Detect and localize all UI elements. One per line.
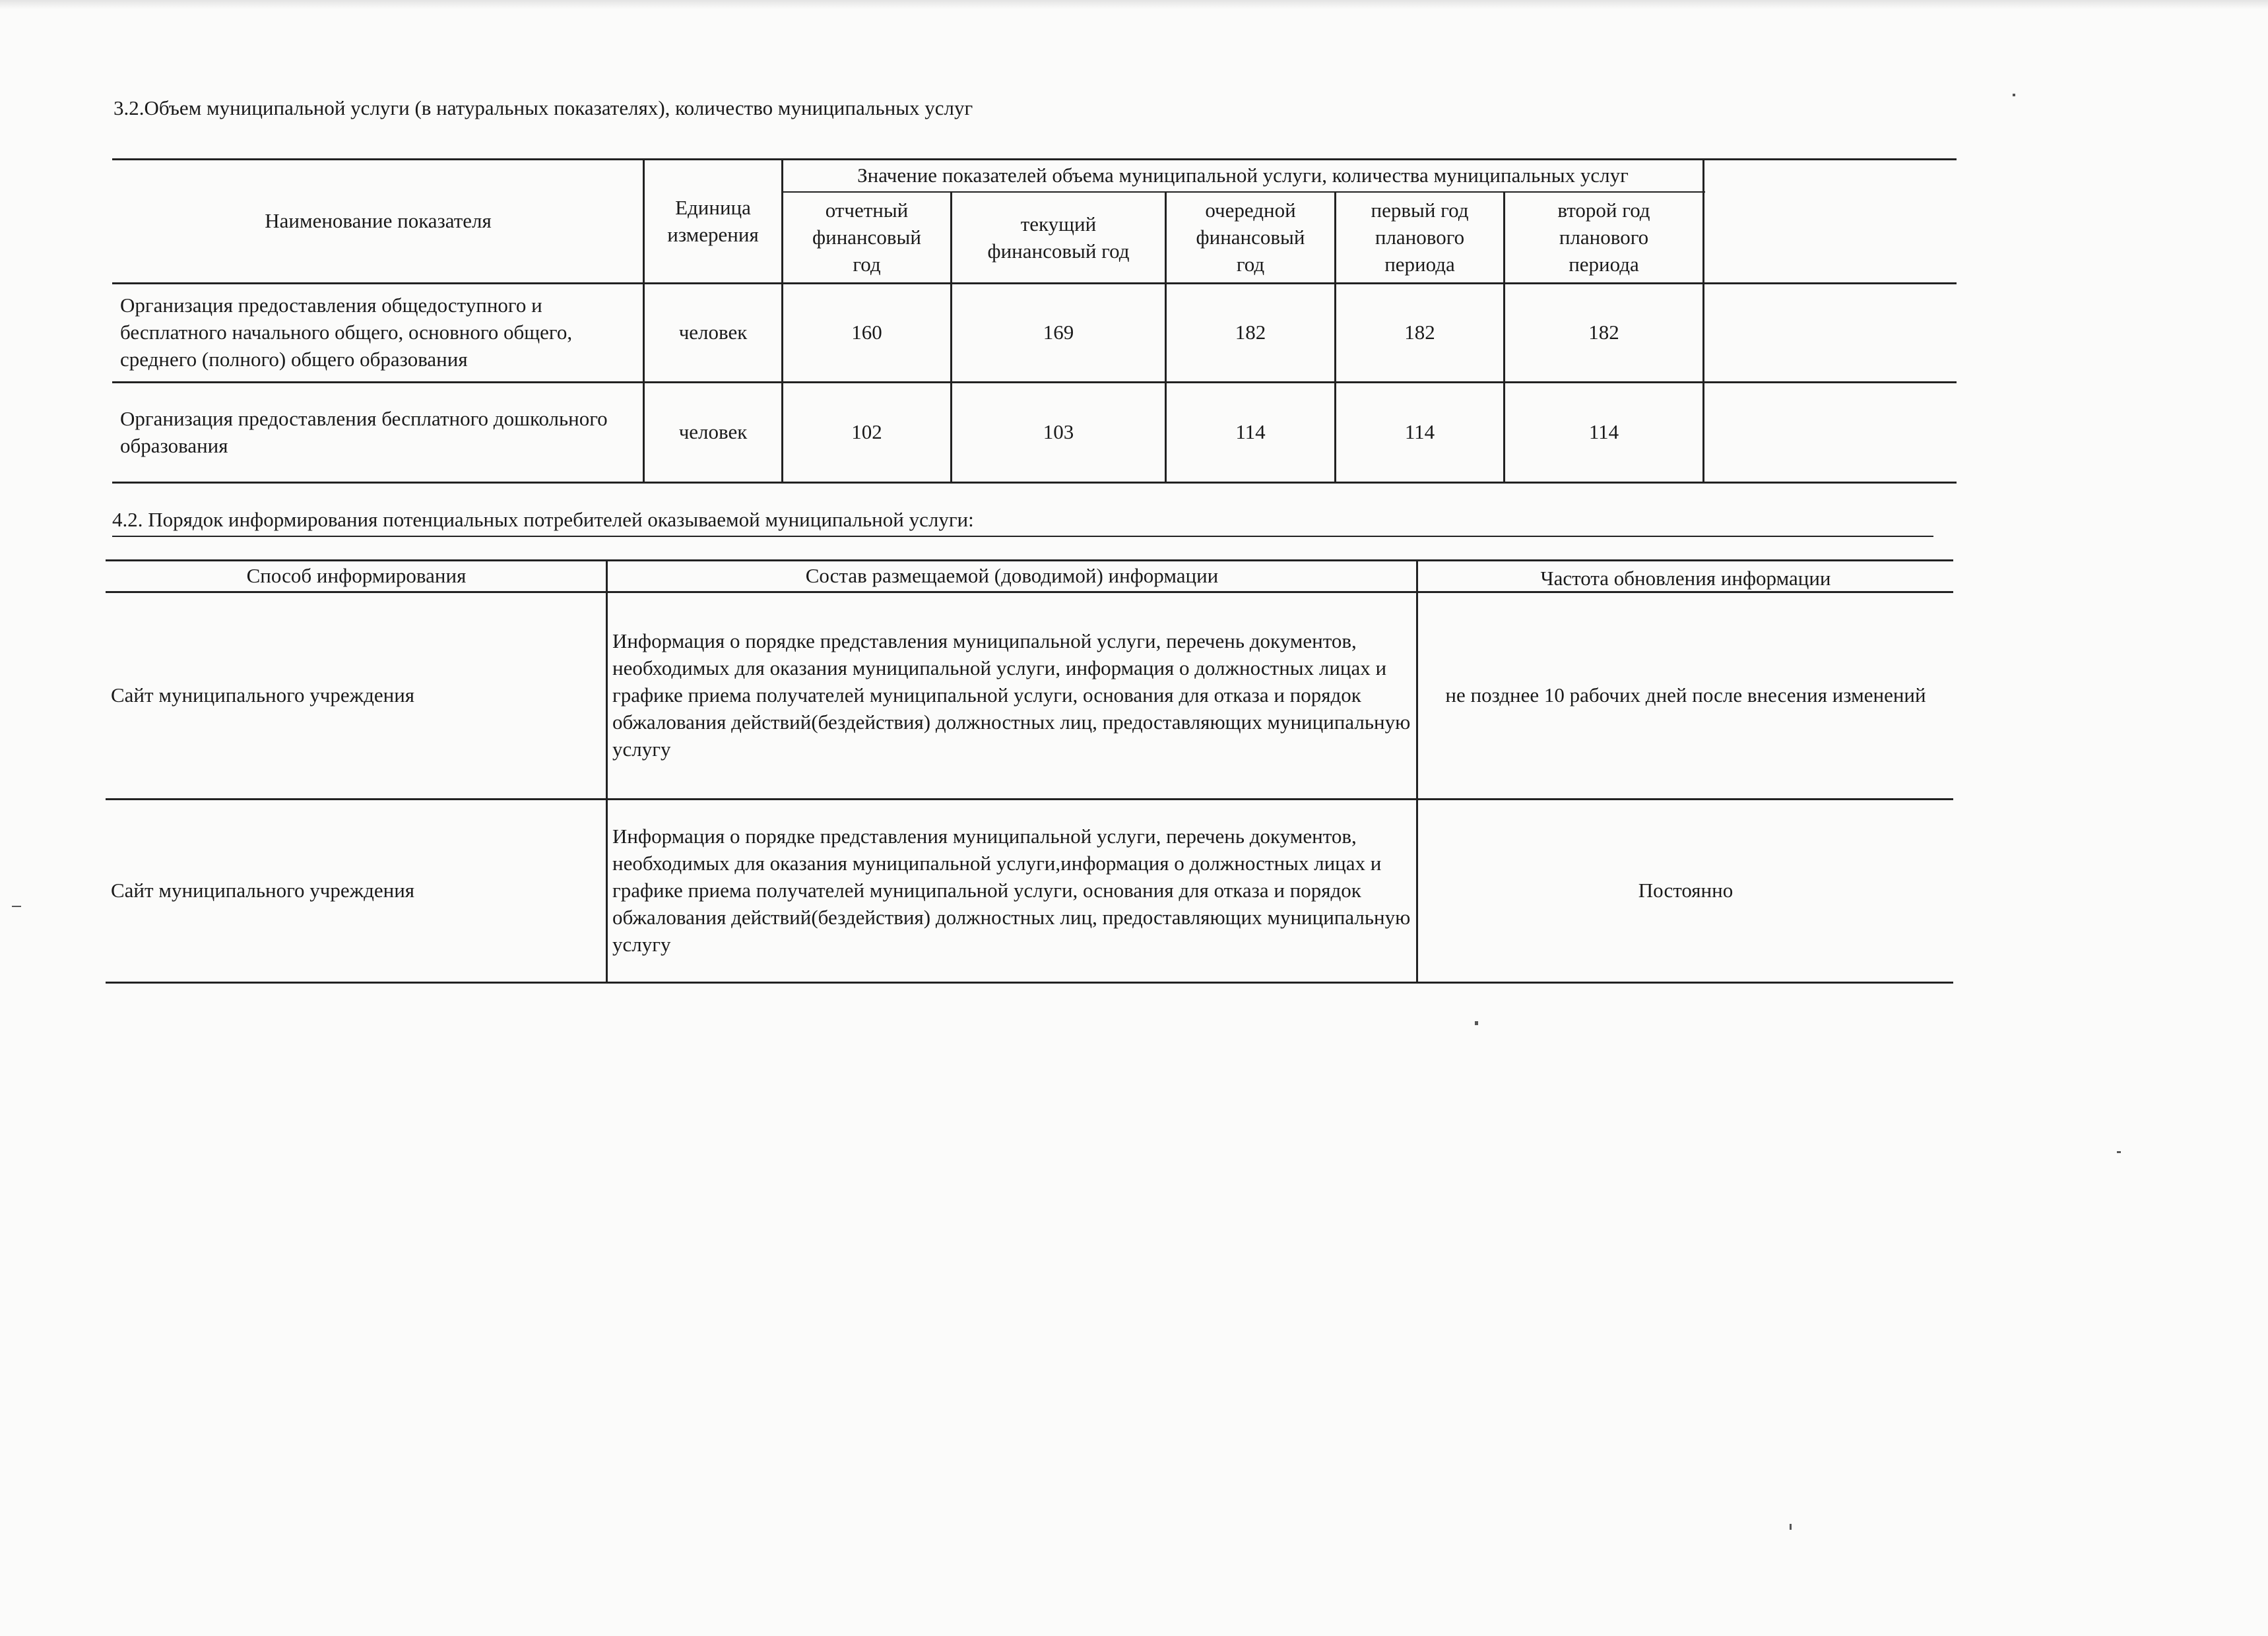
header-content: Состав размещаемой (доводимой) информации — [805, 564, 1219, 588]
header-indicator-name: Наименование показателя — [265, 209, 492, 233]
scan-speck — [1790, 1524, 1792, 1530]
header-reporting-year: отчетный финансовый год — [812, 199, 921, 276]
informing-row-1-method: Сайт муниципального учреждения — [111, 683, 415, 707]
informing-row-2-frequency: Постоянно — [1638, 879, 1733, 902]
table-row-2-unit: человек — [678, 420, 748, 444]
scan-speck — [2117, 1151, 2121, 1153]
table-row-1-value-plan-1: 182 — [1404, 321, 1435, 344]
table-row-1-name: Организация предоставления общедоступного и бесплатного начального общего, основного общего, среднего (полного) общего образования — [120, 294, 573, 371]
header-plan-year-1: первый год планового периода — [1371, 199, 1469, 276]
header-method: Способ информирования — [246, 564, 467, 588]
table-row-2-value-plan-2: 114 — [1588, 420, 1619, 444]
informing-row-1-content: Информация о порядке представления муниципальной услуги, перечень документов, необходимых для оказания муниципальной услуги, информация о должностных лицах и графике приема получателей муниципальной услуги, основания для отказа и порядок обжалования действий(бездействия) должностных лиц, предоставляющих муниципальную услугу — [612, 629, 1411, 761]
table-row-2-value-current: 103 — [1043, 420, 1074, 444]
table-rule — [783, 191, 1705, 193]
header-frequency: Частота обновления информации — [1540, 567, 1831, 590]
section-4-2-title: 4.2. Порядок информирования потенциальных потребителей оказываемой муниципальной услуги: — [112, 508, 974, 531]
header-unit: Единица измерения — [667, 195, 759, 246]
scan-speck — [1475, 1021, 1478, 1025]
table-rule — [606, 561, 608, 982]
informing-row-2-content: Информация о порядке представления муниципальной услуги, перечень документов, необходимых для оказания муниципальной услуги,информация о должностных лицах и графике приема получателей муниципальной услуги, основания для отказа и порядок обжалования действий(бездействия) должностных лиц, предоставляющих муниципальную услугу — [612, 825, 1411, 956]
table-row-2-value-reporting: 102 — [851, 420, 882, 444]
table-rule — [106, 982, 1953, 984]
section-3-2-title: 3.2.Объем муниципальной услуги (в натуральных показателях), количество муниципальных услуг — [113, 96, 973, 119]
table-row-1-value-next: 182 — [1235, 321, 1266, 344]
header-plan-year-2: второй год планового периода — [1557, 199, 1650, 276]
table-rule — [1702, 160, 1704, 482]
informing-row-1-frequency: не позднее 10 рабочих дней после внесения изменений — [1445, 683, 1926, 707]
table-row-2-value-next: 114 — [1235, 420, 1266, 444]
scan-speck — [12, 906, 21, 907]
table-row-1-value-plan-2: 182 — [1588, 321, 1619, 344]
table-rule — [112, 482, 1957, 484]
header-current-year: текущий финансовый год — [987, 212, 1130, 263]
header-next-year: очередной финансовый год — [1196, 199, 1305, 276]
table-row-1-unit: человек — [678, 321, 748, 344]
section-4-2-underline — [112, 536, 1933, 537]
informing-row-2-method: Сайт муниципального учреждения — [111, 879, 415, 902]
header-values-group: Значение показателей объема муниципальной услуги, количества муниципальных услуг — [857, 164, 1629, 187]
scan-speck — [2013, 94, 2015, 96]
table-row-2-value-plan-1: 114 — [1404, 420, 1435, 444]
table-row-1-value-reporting: 160 — [851, 321, 882, 344]
table-row-1-value-current: 169 — [1043, 321, 1074, 344]
scan-edge — [0, 0, 2268, 9]
table-row-2-name: Организация предоставления бесплатного дошкольного образования — [120, 406, 608, 457]
